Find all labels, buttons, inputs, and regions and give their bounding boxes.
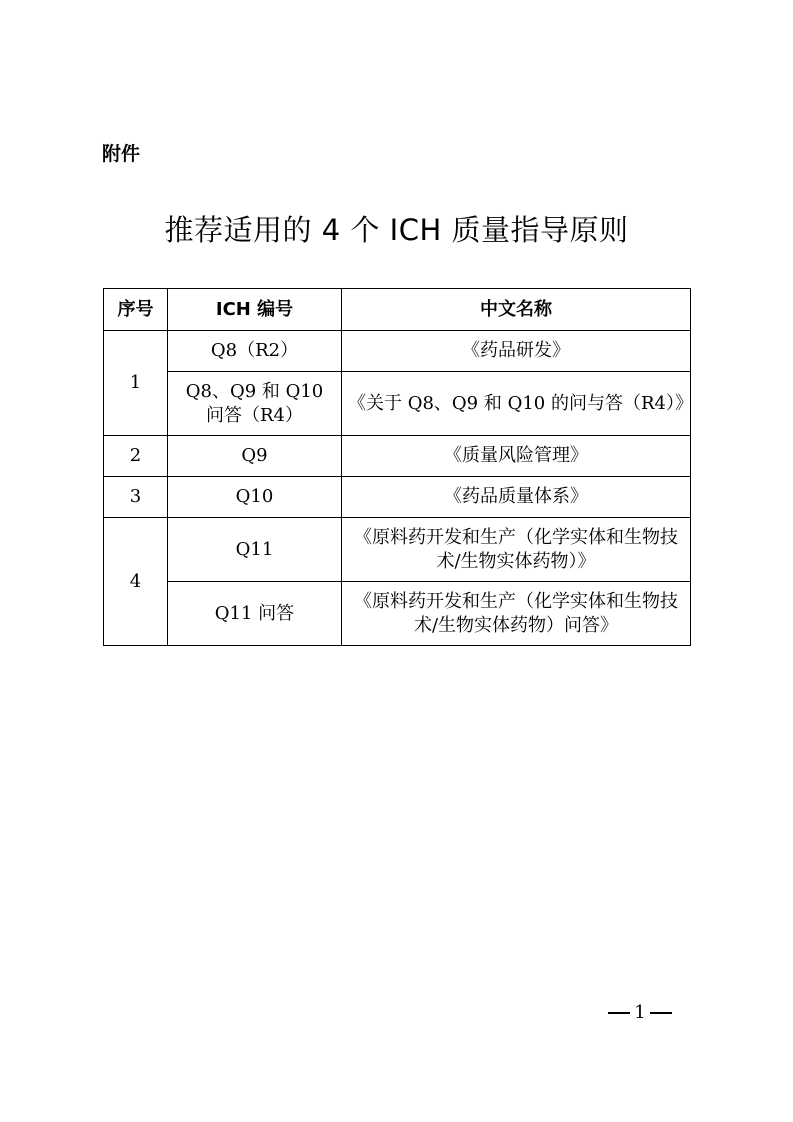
- chinese-name-cell: 《药品研发》: [342, 331, 691, 372]
- table-row: [104, 518, 691, 582]
- ich-code-cell: Q11: [168, 518, 342, 582]
- ich-code-cell: Q8（R2）: [168, 331, 342, 372]
- ich-code-cell: Q11 问答: [168, 582, 342, 646]
- header-chinese-name: 中文名称: [342, 289, 691, 331]
- ich-guideline-table: [103, 288, 691, 646]
- ich-code-cell: Q9: [168, 436, 342, 477]
- table-row: [104, 436, 691, 477]
- table-row: [104, 582, 691, 646]
- table-row: [104, 477, 691, 518]
- header-ich-code: ICH 编号: [168, 289, 342, 331]
- seq-cell: 4: [104, 518, 168, 646]
- chinese-name-cell: 《药品质量体系》: [342, 477, 691, 518]
- attachment-label: 附件: [102, 143, 141, 165]
- header-seq: 序号: [104, 289, 168, 331]
- seq-cell: 3: [104, 477, 168, 518]
- seq-cell: 1: [104, 331, 168, 436]
- ich-code-cell: Q10: [168, 477, 342, 518]
- page-number: 1: [634, 1002, 646, 1023]
- table-header-row: [104, 289, 691, 331]
- chinese-name-cell: 《关于 Q8、Q9 和 Q10 的问与答（R4）》: [342, 372, 691, 436]
- table-row: [104, 331, 691, 372]
- page-dash-right: [650, 1012, 672, 1014]
- page-title: 推荐适用的 4 个 ICH 质量指导原则: [164, 213, 629, 247]
- table-row: [104, 372, 691, 436]
- chinese-name-cell: 《质量风险管理》: [342, 436, 691, 477]
- seq-cell: 2: [104, 436, 168, 477]
- chinese-name-cell: 《原料药开发和生产（化学实体和生物技术/生物实体药物）》: [342, 518, 691, 582]
- chinese-name-cell: 《原料药开发和生产（化学实体和生物技术/生物实体药物）问答》: [342, 582, 691, 646]
- page-dash-left: [608, 1012, 630, 1014]
- ich-code-cell: Q8、Q9 和 Q10 问答（R4）: [168, 372, 342, 436]
